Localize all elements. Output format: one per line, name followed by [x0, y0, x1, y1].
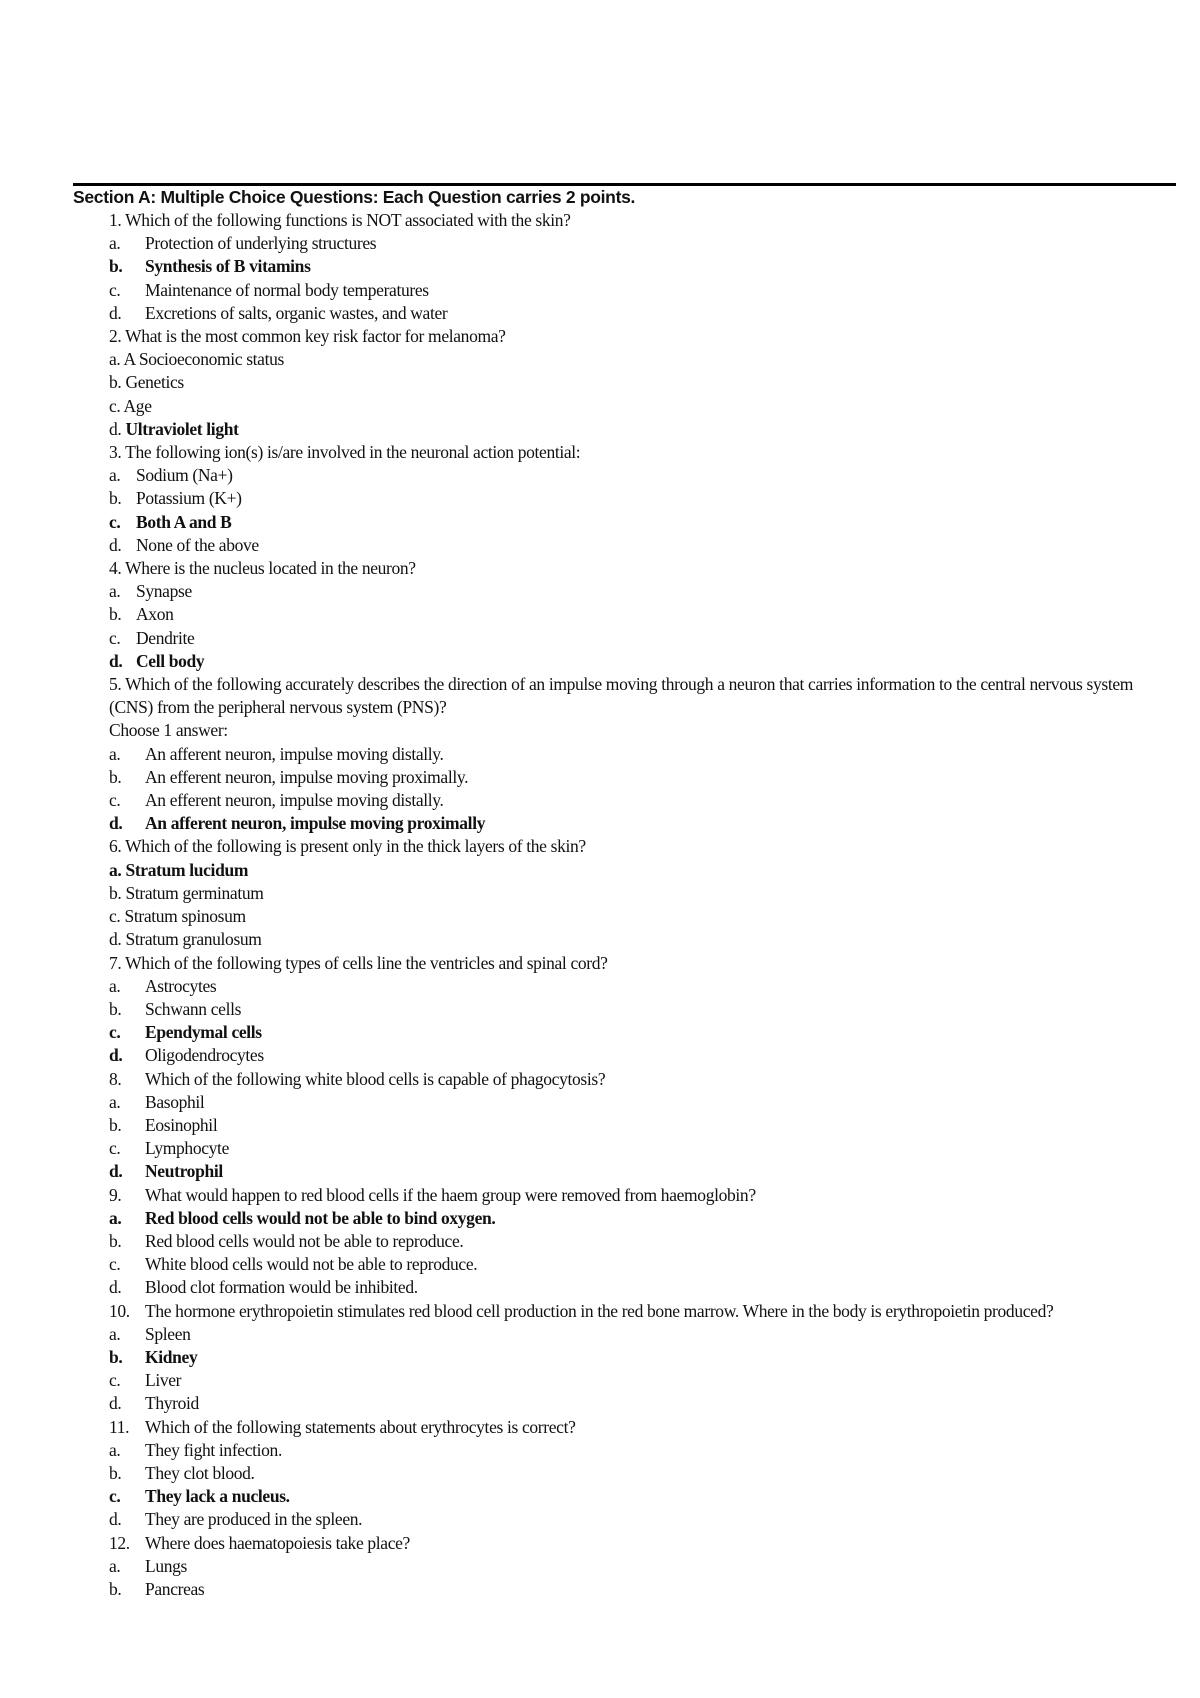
answer-option — [73, 1555, 1176, 1578]
option-letter: a. — [109, 743, 121, 764]
option-letter: c. — [109, 1254, 121, 1275]
question-text — [73, 1416, 1176, 1439]
option-letter: b. — [109, 998, 122, 1019]
option-letter: d. — [109, 1045, 123, 1066]
option-letter: d. — [109, 302, 122, 323]
option-text: Ependymal cells — [145, 1022, 262, 1043]
answer-option — [73, 1346, 1176, 1369]
answer-option — [73, 1508, 1176, 1531]
option-text: They fight infection. — [145, 1439, 282, 1460]
answer-option — [73, 1485, 1176, 1508]
answer-option — [73, 279, 1176, 302]
question-section — [73, 186, 1176, 1601]
answer-option — [73, 464, 1176, 487]
answer-option: b. Genetics — [109, 372, 184, 393]
answer-option — [73, 1114, 1176, 1137]
option-text: Neutrophil — [145, 1161, 223, 1182]
option-letter: c. — [109, 627, 121, 648]
option-letter: d. — [109, 1509, 122, 1530]
answer-option: c. Stratum spinosum — [109, 906, 246, 927]
answer-option — [73, 1392, 1176, 1415]
answer-option — [73, 1091, 1176, 1114]
option-text: Excretions of salts, organic wastes, and water — [145, 302, 448, 323]
answer-option — [73, 975, 1176, 998]
option-text: An efferent neuron, impulse moving proximally. — [145, 766, 469, 787]
option-text: Kidney — [145, 1346, 198, 1367]
option-text: Oligodendrocytes — [145, 1045, 264, 1066]
option-text: They lack a nucleus. — [145, 1486, 290, 1507]
option-letter: b. — [109, 604, 122, 625]
answer-option — [73, 302, 1176, 325]
option-letter: a. — [109, 1439, 121, 1460]
answer-option: d. Stratum granulosum — [109, 929, 262, 950]
answer-option — [73, 511, 1176, 534]
question-body: Which of the following white blood cells is capable of phagocytosis? — [145, 1068, 606, 1089]
answer-option — [73, 1462, 1176, 1485]
answer-option — [73, 487, 1176, 510]
option-letter: b. — [109, 1230, 122, 1251]
answer-option — [73, 743, 1176, 766]
answer-option — [73, 1021, 1176, 1044]
question-text: 4. Where is the nucleus located in the neuron? — [109, 558, 416, 579]
option-letter: d. — [109, 1161, 123, 1182]
question-text — [73, 1184, 1176, 1207]
option-text: An afferent neuron, impulse moving distally. — [145, 743, 444, 764]
answer-option — [73, 1439, 1176, 1462]
question-text: 2. What is the most common key risk factor for melanoma? — [109, 326, 506, 347]
option-text: Potassium (K+) — [136, 488, 242, 509]
answer-option — [73, 580, 1176, 603]
option-letter: d. — [109, 418, 126, 439]
answer-option — [73, 1207, 1176, 1230]
question-text: 1. Which of the following functions is NOT associated with the skin? — [109, 210, 571, 230]
question-number: 12. — [109, 1532, 130, 1553]
answer-option — [73, 1323, 1176, 1346]
option-letter: a. — [109, 233, 121, 254]
option-text: Axon — [136, 604, 174, 625]
option-text: Both A and B — [136, 511, 232, 532]
option-text: Astrocytes — [145, 975, 217, 996]
question-body: The hormone erythropoietin stimulates red blood cell production in the red bone marrow. Where in the body is erythropoietin produced? — [145, 1300, 1054, 1321]
answer-option: c. Age — [109, 395, 152, 416]
question-number: 8. — [109, 1068, 122, 1089]
question-number: 10. — [109, 1300, 130, 1321]
answer-option — [73, 232, 1176, 255]
option-letter: b. — [109, 488, 122, 509]
question-body: What would happen to red blood cells if the haem group were removed from haemoglobin? — [145, 1184, 756, 1205]
option-text: Synthesis of B vitamins — [145, 256, 311, 277]
option-text: Dendrite — [136, 627, 195, 648]
option-letter: c. — [109, 1138, 121, 1159]
option-text: Spleen — [145, 1323, 191, 1344]
answer-option — [73, 998, 1176, 1021]
option-letter: a. — [109, 1207, 122, 1228]
option-text: They clot blood. — [145, 1462, 255, 1483]
option-text: Protection of underlying structures — [145, 233, 377, 254]
option-letter: b. — [109, 1346, 123, 1367]
option-text: Lymphocyte — [145, 1138, 229, 1159]
option-text: Red blood cells would not be able to bind oxygen. — [145, 1207, 496, 1228]
option-text: Cell body — [136, 650, 205, 671]
option-letter: d. — [109, 1277, 122, 1298]
answer-option — [73, 766, 1176, 789]
answer-option — [73, 255, 1176, 278]
answer-option — [73, 650, 1176, 673]
option-letter: a. — [109, 581, 121, 602]
answer-option — [73, 1578, 1176, 1601]
question-number: 11. — [109, 1416, 130, 1437]
option-text: Liver — [145, 1370, 182, 1391]
answer-option — [73, 534, 1176, 557]
option-letter: c. — [109, 790, 121, 811]
option-letter: b. — [109, 1462, 122, 1483]
question-text — [73, 1532, 1176, 1555]
option-text: Red blood cells would not be able to reproduce. — [145, 1230, 464, 1251]
option-letter: b. — [109, 1114, 122, 1135]
answer-option — [73, 1137, 1176, 1160]
answer-option: a. Stratum lucidum — [109, 859, 249, 880]
answer-option: a. A Socioeconomic status — [109, 349, 284, 370]
option-text: An afferent neuron, impulse moving proximally — [145, 813, 486, 834]
answer-option — [73, 1230, 1176, 1253]
option-text: Blood clot formation would be inhibited. — [145, 1277, 418, 1298]
option-text: Schwann cells — [145, 998, 242, 1019]
answer-option — [73, 789, 1176, 812]
question-text — [73, 1068, 1176, 1091]
question-number: 9. — [109, 1184, 122, 1205]
option-letter: d. — [109, 813, 123, 834]
question-body: Which of the following statements about erythrocytes is correct? — [145, 1416, 576, 1437]
answer-option — [73, 603, 1176, 626]
answer-option — [73, 418, 1176, 441]
question-body: Where does haematopoiesis take place? — [145, 1532, 410, 1553]
option-letter: c. — [109, 511, 121, 532]
option-letter: a. — [109, 465, 121, 486]
option-letter: d. — [109, 1393, 122, 1414]
option-text: Thyroid — [145, 1393, 199, 1414]
option-text: Pancreas — [145, 1578, 205, 1599]
option-letter: b. — [109, 766, 122, 787]
option-letter: a. — [109, 975, 121, 996]
answer-option — [73, 1276, 1176, 1299]
option-letter: c. — [109, 1486, 121, 1507]
option-letter: a. — [109, 1091, 121, 1112]
option-letter: d. — [109, 650, 123, 671]
question-list — [73, 209, 1176, 1601]
option-text: Maintenance of normal body temperatures — [145, 279, 429, 300]
option-text: White blood cells would not be able to reproduce. — [145, 1254, 478, 1275]
option-text: Sodium (Na+) — [136, 465, 233, 486]
answer-option: b. Stratum germinatum — [109, 882, 264, 903]
option-letter: b. — [109, 256, 123, 277]
option-text: Eosinophil — [145, 1114, 218, 1135]
option-letter: b. — [109, 1578, 122, 1599]
option-letter: d. — [109, 534, 122, 555]
question-text: 3. The following ion(s) is/are involved in the neuronal action potential: — [109, 442, 581, 463]
answer-option — [73, 1369, 1176, 1392]
option-text: Lungs — [145, 1555, 188, 1576]
question-text: 6. Which of the following is present only in the thick layers of the skin? — [109, 836, 586, 857]
option-text: An efferent neuron, impulse moving distally. — [145, 790, 444, 811]
option-text: None of the above — [136, 534, 259, 555]
question-text: Choose 1 answer: — [109, 720, 228, 741]
answer-option — [73, 1044, 1176, 1067]
answer-option — [73, 812, 1176, 835]
section-title: Section A: Multiple Choice Questions: Each Question carries 2 points. — [73, 187, 636, 207]
option-letter: c. — [109, 279, 121, 300]
question-text — [73, 1300, 1176, 1323]
option-letter: c. — [109, 1370, 121, 1391]
option-letter: a. — [109, 1323, 121, 1344]
option-letter: c. — [109, 1022, 121, 1043]
option-text: Basophil — [145, 1091, 205, 1112]
answer-option — [73, 1160, 1176, 1183]
question-text: 7. Which of the following types of cells line the ventricles and spinal cord? — [109, 952, 608, 973]
option-text: Ultraviolet light — [125, 418, 239, 439]
option-letter: a. — [109, 1555, 121, 1576]
answer-option — [73, 1253, 1176, 1276]
option-text: They are produced in the spleen. — [145, 1509, 363, 1530]
question-text: 5. Which of the following accurately describes the direction of an impulse moving through a neuron that carries information to the central nervous system (CNS) from the peripheral nervous system (PNS)? — [109, 674, 1134, 718]
answer-option — [73, 627, 1176, 650]
option-text: Synapse — [136, 581, 192, 602]
